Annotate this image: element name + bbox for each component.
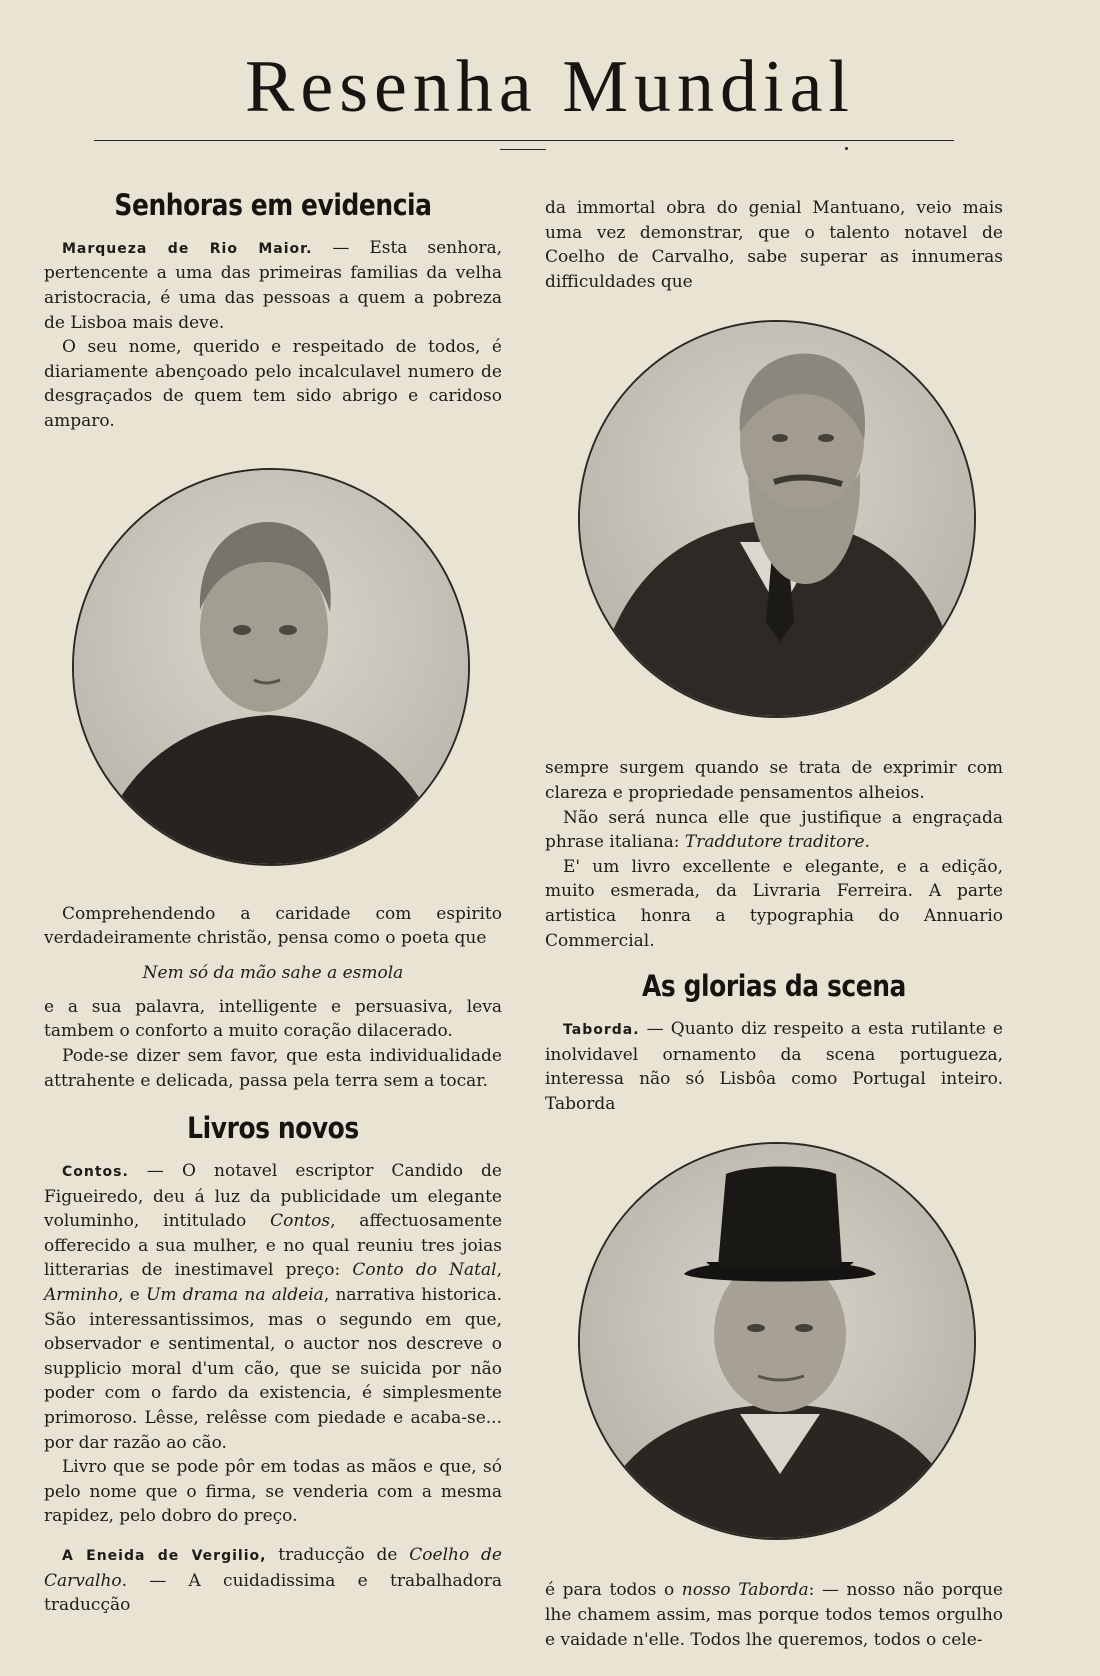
paragraph-text: , affectuosamente offerecido a sua mulher, e no qual reuniu tres joias litterarias de inestimavel preço:	[44, 1211, 502, 1281]
portrait-coelho-de-carvalho	[578, 320, 976, 718]
nickname: nosso Taborda	[681, 1580, 809, 1601]
masthead-short-rule	[500, 149, 546, 150]
italian-phrase: Traddutore traditore.	[684, 832, 870, 853]
masthead-dot	[845, 147, 848, 150]
paragraph-text: , narrativa historica. São interessantissimos, mas o segundo em que, observador e sentimental, o auctor nos descreve o supplicio moral d'um cão, que se suicida por não poder com o fardo da existencia, é simplesmente primoroso. Lêsse, relêsse com piedade e acaba-se... por dar razão ao cão.	[44, 1285, 503, 1453]
paragraph-text: Não será nunca elle que justifique a engraçada phrase italiana:	[545, 807, 1003, 853]
masthead-title: Resenha Mundial	[245, 46, 855, 128]
paragraph-taborda	[545, 1017, 1003, 1116]
portrait-taborda	[578, 1142, 976, 1540]
paragraph-mantuano: da immortal obra do genial Mantuano, veio mais uma vez demonstrar, que o talento notavel de Coelho de Carvalho, sabe superar as innumeras difficuldades que	[545, 198, 1003, 292]
book-title: Contos	[270, 1211, 331, 1232]
paragraph-text: — Quanto diz respeito a esta rutilante e inolvidavel ornamento da scena portugueza, interessa não só Lisbôa como Portugal inteiro. Taborda	[545, 1019, 1003, 1114]
paragraph-eneida	[44, 1543, 502, 1618]
paragraph-lead: A Eneida de Vergilio,	[62, 1548, 267, 1564]
paragraph-caridade: Comprehendendo a caridade com espirito verdadeiramente christão, pensa como o poeta que	[44, 903, 502, 949]
paragraph-marqueza	[44, 236, 502, 335]
section-title-glorias: As glorias da scena	[642, 969, 906, 1004]
paragraph-text: é para todos o	[545, 1580, 682, 1601]
section-title-livros: Livros novos	[187, 1111, 359, 1146]
paragraph-lead: Taborda.	[563, 1022, 640, 1039]
paragraph-lead: Contos.	[62, 1164, 129, 1181]
paragraph-text: — O notavel escriptor Candido de Figueiredo, deu á luz da publicidade um elegante voluminho, intitulado	[44, 1161, 502, 1232]
right-column	[545, 196, 1003, 1652]
verse-quote: Nem só da mão sahe a esmola	[142, 962, 404, 983]
paragraph-individualidade: Pode-se dizer sem favor, que esta individualidade attrahente e delicada, passa pela terra sem a tocar.	[44, 1046, 502, 1091]
section-title-senhoras: Senhoras em evidencia	[114, 188, 432, 222]
paragraph-text: . — A cuidadissima e trabalhadora traducção	[44, 1570, 502, 1616]
paragraph-livro: Livro que se pode pôr em todas as mãos e que, só pelo nome que o firma, se venderia com a mesma rapidez, pelo dobro do preço.	[44, 1457, 502, 1527]
paragraph-palavra: e a sua palavra, intelligente e persuasiva, leva tambem o conforto a muito coração dilacerado.	[44, 996, 502, 1042]
paragraph-edicao: E' um livro excellente e elegante, e a edição, muito esmerada, da Livraria Ferreira. A parte artistica honra a typographia do Annuario Commercial.	[545, 856, 1003, 951]
paragraph-text: — Esta senhora, pertencente a uma das primeiras familias da velha aristocracia, é uma das pessoas a quem a pobreza de Lisboa mais deve.	[44, 237, 502, 333]
book-title: Conto do Natal	[352, 1260, 497, 1281]
paragraph-nosso-taborda	[545, 1578, 1003, 1652]
paragraph-contos	[44, 1159, 502, 1455]
paragraph-traddutore	[545, 806, 1003, 855]
left-column	[44, 190, 502, 1618]
paragraph-surgem: sempre surgem quando se trata de exprimir com clareza e propriedade pensamentos alheios.	[545, 758, 1003, 803]
paragraph-nome: O seu nome, querido e respeitado de todos, é diariamente abençoado pelo incalculavel numero de desgraçados de quem tem sido abrigo e caridoso amparo.	[44, 337, 502, 432]
author-name: Coelho de Carvalho	[44, 1545, 502, 1591]
paragraph-text: ,	[496, 1260, 502, 1281]
portrait-marqueza	[72, 468, 470, 866]
book-title: Arminho	[44, 1285, 119, 1306]
book-title: Um drama na aldeia	[146, 1285, 324, 1306]
paragraph-text: , e	[118, 1285, 147, 1306]
masthead-rule	[94, 140, 954, 141]
paragraph-lead: Marqueza de Rio Maior.	[62, 240, 313, 257]
paragraph-text: : — nosso não porque lhe chamem assim, mas porque todos temos orgulho e vaidade n'elle. Todos lhe queremos, todos o cele-	[545, 1580, 1003, 1650]
paragraph-text: traducção de	[266, 1545, 410, 1565]
